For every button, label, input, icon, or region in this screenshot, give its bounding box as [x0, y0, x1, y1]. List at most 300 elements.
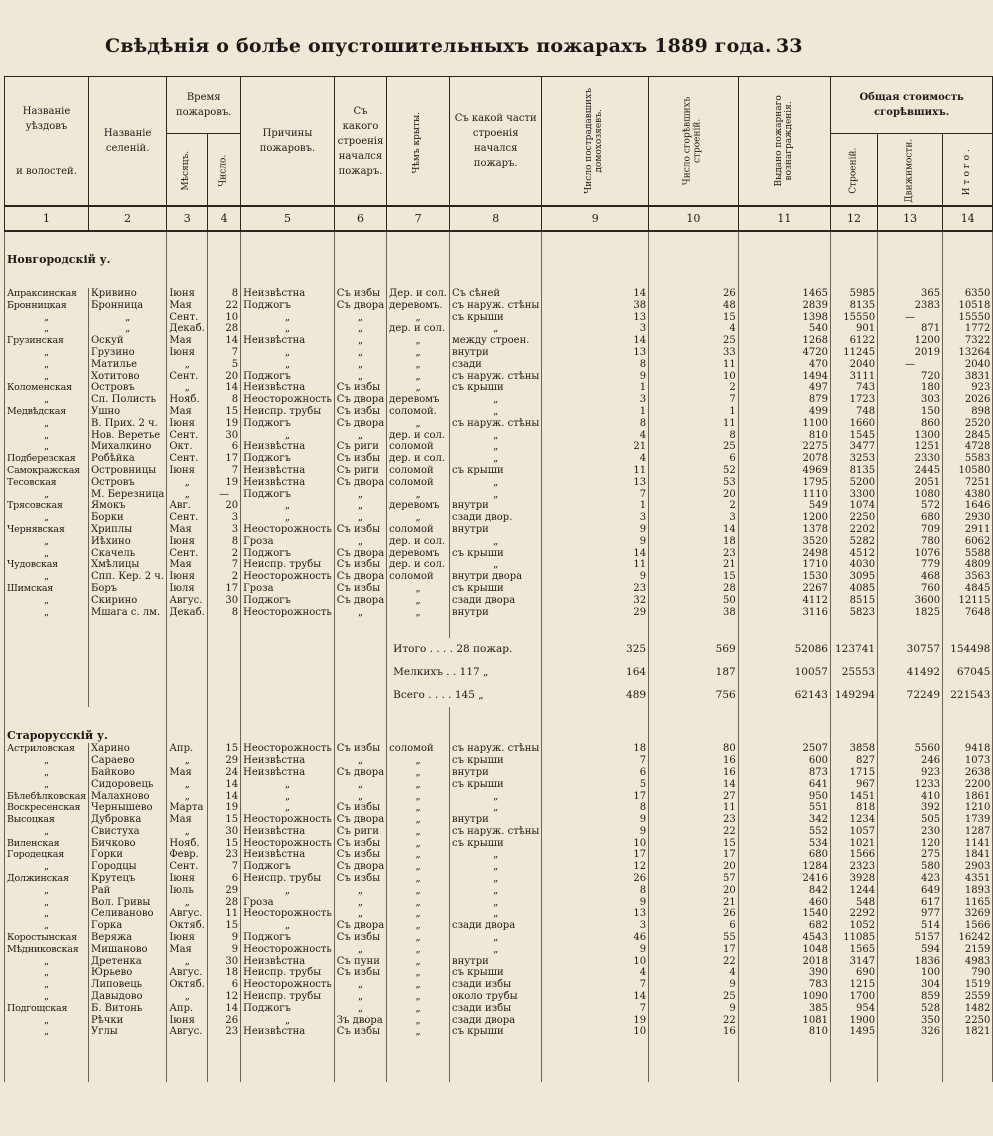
- header-households: Число пострадавшихъ домохозяевъ.: [542, 77, 649, 207]
- table-cell: 410: [878, 791, 943, 803]
- table-cell: 10: [542, 1026, 649, 1038]
- table-cell: Хриплы: [88, 524, 166, 536]
- table-cell: „: [449, 323, 541, 335]
- table-cell: 9: [542, 524, 649, 536]
- table-row: [5, 500, 993, 512]
- table-cell: соломой: [387, 571, 450, 583]
- table-cell: 3928: [830, 873, 877, 885]
- table-row: [5, 944, 993, 956]
- table-cell: Неосторожность: [241, 571, 335, 583]
- table-cell: „: [334, 779, 386, 791]
- table-cell: 2159: [943, 944, 993, 956]
- table-cell: 680: [738, 849, 830, 861]
- table-cell: Сп. Полисть: [88, 394, 166, 406]
- table-cell: 7: [208, 347, 241, 359]
- total-label: Мелкихъ . . 117 „: [387, 661, 542, 684]
- table-cell: 9: [208, 944, 241, 956]
- table-cell: 1565: [830, 944, 877, 956]
- table-cell: 3: [208, 524, 241, 536]
- table-cell: Крутецъ: [88, 873, 166, 885]
- header-uezd: Названіе уѣздовъ и волостей.: [5, 77, 89, 207]
- table-cell: 9: [542, 897, 649, 909]
- table-cell: внутри: [449, 500, 541, 512]
- header-compensation: Выдано пожарнаго вознагражденія.: [738, 77, 830, 207]
- table-cell: Неизвѣстна: [241, 826, 335, 838]
- table-cell: 2559: [943, 991, 993, 1003]
- table-cell: Бронницкая: [5, 300, 89, 312]
- table-cell: Самокражская: [5, 465, 89, 477]
- table-cell: Мѣдниковская: [5, 944, 89, 956]
- table-cell: Неосторожность: [241, 394, 335, 406]
- table-cell: деревомъ: [387, 548, 450, 560]
- table-cell: „: [5, 571, 89, 583]
- table-cell: Должинская: [5, 873, 89, 885]
- table-cell: внутри: [449, 767, 541, 779]
- table-cell: „: [449, 849, 541, 861]
- table-cell: „: [387, 779, 450, 791]
- table-cell: „: [387, 1015, 450, 1027]
- table-cell: 230: [878, 826, 943, 838]
- table-cell: Іюня: [167, 932, 208, 944]
- table-cell: 1495: [830, 1026, 877, 1038]
- table-cell: 8: [542, 885, 649, 897]
- table-cell: 1825: [878, 607, 943, 619]
- table-cell: между строен.: [449, 335, 541, 347]
- table-cell: Авгус.: [167, 908, 208, 920]
- table-cell: „: [387, 1003, 450, 1015]
- table-cell: 12: [542, 861, 649, 873]
- table-cell: 33: [649, 347, 739, 359]
- table-row: [5, 873, 993, 885]
- table-cell: 17: [649, 944, 739, 956]
- table-cell: „: [449, 430, 541, 442]
- table-row: [5, 791, 993, 803]
- table-cell: 1090: [738, 991, 830, 1003]
- table-cell: 29: [208, 755, 241, 767]
- table-cell: 14: [208, 335, 241, 347]
- table-cell: Скачель: [88, 548, 166, 560]
- table-cell: 901: [830, 323, 877, 335]
- table-cell: 1772: [943, 323, 993, 335]
- table-cell: 2250: [943, 1015, 993, 1027]
- table-cell: Б. Витонь: [88, 1003, 166, 1015]
- table-cell: 780: [878, 536, 943, 548]
- table-cell: 1100: [738, 418, 830, 430]
- table-cell: Боръ: [88, 583, 166, 595]
- table-cell: Съ избы: [334, 1026, 386, 1038]
- table-cell: Мая: [167, 559, 208, 571]
- table-cell: Іюня: [167, 288, 208, 300]
- table-cell: 5588: [943, 548, 993, 560]
- table-cell: 23: [649, 548, 739, 560]
- column-number: 13: [878, 206, 943, 231]
- table-cell: Неосторожность: [241, 814, 335, 826]
- table-cell: внутри: [449, 607, 541, 619]
- column-number: 10: [649, 206, 739, 231]
- table-cell: Тесовская: [5, 477, 89, 489]
- table-cell: Подгощская: [5, 1003, 89, 1015]
- table-cell: 1287: [943, 826, 993, 838]
- table-cell: 499: [738, 406, 830, 418]
- table-cell: „: [5, 755, 89, 767]
- table-cell: Съ избы: [334, 524, 386, 536]
- table-cell: „: [5, 1015, 89, 1027]
- table-cell: Поджогъ: [241, 300, 335, 312]
- table-cell: „: [387, 607, 450, 619]
- table-cell: съ наруж. стѣны: [449, 371, 541, 383]
- table-row: [5, 1003, 993, 1015]
- table-cell: „: [334, 312, 386, 324]
- total-value: 164: [542, 661, 649, 684]
- table-cell: „: [387, 791, 450, 803]
- table-cell: Поджогъ: [241, 861, 335, 873]
- table-cell: 1398: [738, 312, 830, 324]
- table-cell: 540: [738, 323, 830, 335]
- table-cell: „: [5, 347, 89, 359]
- table-cell: 6350: [943, 288, 993, 300]
- table-cell: 12115: [943, 595, 993, 607]
- table-cell: 21: [649, 897, 739, 909]
- total-row: [5, 661, 993, 684]
- table-cell: 3095: [830, 571, 877, 583]
- table-cell: 594: [878, 944, 943, 956]
- table-cell: „: [387, 967, 450, 979]
- table-cell: 3: [542, 512, 649, 524]
- table-cell: „: [241, 347, 335, 359]
- table-cell: Неизвѣстна: [241, 288, 335, 300]
- table-cell: 390: [738, 967, 830, 979]
- table-cell: „: [5, 607, 89, 619]
- table-cell: „: [449, 897, 541, 909]
- table-cell: Иѣхино: [88, 536, 166, 548]
- table-cell: 3600: [878, 595, 943, 607]
- table-cell: „: [449, 908, 541, 920]
- table-cell: 1482: [943, 1003, 993, 1015]
- table-cell: 10518: [943, 300, 993, 312]
- table-cell: Малахново: [88, 791, 166, 803]
- table-cell: 617: [878, 897, 943, 909]
- table-cell: внутри: [449, 956, 541, 968]
- table-cell: 1646: [943, 500, 993, 512]
- table-cell: Селиваново: [88, 908, 166, 920]
- table-cell: „: [5, 779, 89, 791]
- table-cell: Сент.: [167, 512, 208, 524]
- table-cell: 30: [208, 826, 241, 838]
- table-cell: 748: [830, 406, 877, 418]
- table-cell: 4030: [830, 559, 877, 571]
- total-value: 569: [649, 638, 739, 661]
- table-cell: 954: [830, 1003, 877, 1015]
- table-row: [5, 347, 993, 359]
- table-cell: Оскуй: [88, 335, 166, 347]
- table-cell: 4: [542, 967, 649, 979]
- table-cell: „: [167, 897, 208, 909]
- table-cell: „: [449, 802, 541, 814]
- table-cell: 23: [208, 1026, 241, 1038]
- fires-table: [4, 76, 993, 1082]
- table-cell: 4085: [830, 583, 877, 595]
- table-cell: Дретенка: [88, 956, 166, 968]
- table-cell: Неизвѣстна: [241, 956, 335, 968]
- table-cell: 3300: [830, 489, 877, 501]
- table-cell: Нояб.: [167, 394, 208, 406]
- table-cell: 11: [649, 802, 739, 814]
- table-cell: 1836: [878, 956, 943, 968]
- uezd-row: [5, 707, 993, 743]
- header-roof: Чѣмъ крыты.: [387, 77, 450, 207]
- table-cell: 3520: [738, 536, 830, 548]
- table-cell: 1660: [830, 418, 877, 430]
- table-cell: „: [167, 382, 208, 394]
- table-cell: 8: [649, 430, 739, 442]
- table-cell: 4112: [738, 595, 830, 607]
- table-cell: 3: [542, 920, 649, 932]
- table-row: [5, 885, 993, 897]
- table-cell: „: [449, 791, 541, 803]
- table-cell: 2040: [943, 359, 993, 371]
- table-cell: 7251: [943, 477, 993, 489]
- header-cost-movables: Движимости.: [878, 134, 943, 206]
- table-cell: „: [387, 979, 450, 991]
- table-cell: Чудовская: [5, 559, 89, 571]
- table-cell: 552: [738, 826, 830, 838]
- header-time: Время пожаровъ.: [167, 77, 241, 134]
- table-cell: Съ избы: [334, 406, 386, 418]
- table-cell: 14: [208, 791, 241, 803]
- table-cell: Іюня: [167, 418, 208, 430]
- table-cell: 5200: [830, 477, 877, 489]
- table-cell: Гроза: [241, 583, 335, 595]
- table-cell: Съ избы: [334, 453, 386, 465]
- table-cell: 52: [649, 465, 739, 477]
- total-value: 123741: [830, 638, 877, 661]
- table-cell: 2520: [943, 418, 993, 430]
- table-row: [5, 536, 993, 548]
- table-cell: Островницы: [88, 465, 166, 477]
- table-cell: „: [167, 956, 208, 968]
- table-cell: „: [387, 802, 450, 814]
- table-cell: 1251: [878, 441, 943, 453]
- table-row: [5, 371, 993, 383]
- table-cell: 9: [542, 571, 649, 583]
- table-cell: 6122: [830, 335, 877, 347]
- table-cell: 38: [649, 607, 739, 619]
- table-cell: соломой: [387, 477, 450, 489]
- table-cell: —: [208, 489, 241, 501]
- table-cell: 514: [878, 920, 943, 932]
- table-cell: „: [387, 849, 450, 861]
- table-cell: Мшага с. лм.: [88, 607, 166, 619]
- table-cell: Мая: [167, 335, 208, 347]
- column-number: 2: [88, 206, 166, 231]
- table-cell: 1530: [738, 571, 830, 583]
- table-cell: Съ избы: [334, 583, 386, 595]
- table-cell: „: [387, 335, 450, 347]
- table-cell: „: [334, 359, 386, 371]
- table-cell: Мая: [167, 944, 208, 956]
- table-cell: сзади двора: [449, 920, 541, 932]
- table-cell: „: [387, 1026, 450, 1038]
- table-cell: „: [5, 512, 89, 524]
- table-cell: 6: [542, 767, 649, 779]
- column-number: 3: [167, 206, 208, 231]
- table-cell: 1081: [738, 1015, 830, 1027]
- table-cell: 497: [738, 382, 830, 394]
- table-cell: Съ риги: [334, 441, 386, 453]
- table-cell: 827: [830, 755, 877, 767]
- table-cell: 8: [208, 394, 241, 406]
- table-cell: 783: [738, 979, 830, 991]
- table-cell: „: [241, 1015, 335, 1027]
- table-cell: Неизвѣстна: [241, 477, 335, 489]
- table-cell: 2638: [943, 767, 993, 779]
- table-cell: 16: [649, 1026, 739, 1038]
- table-cell: Матилье: [88, 359, 166, 371]
- table-cell: Окт.: [167, 441, 208, 453]
- table-cell: 21: [649, 559, 739, 571]
- table-cell: Чернявская: [5, 524, 89, 536]
- column-number: 4: [208, 206, 241, 231]
- table-row: [5, 743, 993, 755]
- total-value: 41492: [878, 661, 943, 684]
- table-cell: съ крыши: [449, 312, 541, 324]
- table-cell: 1300: [878, 430, 943, 442]
- table-cell: Борки: [88, 512, 166, 524]
- table-cell: 1545: [830, 430, 877, 442]
- table-cell: Сараево: [88, 755, 166, 767]
- table-cell: 810: [738, 430, 830, 442]
- header-cause: Причины пожаровъ.: [241, 77, 335, 207]
- table-cell: 7322: [943, 335, 993, 347]
- table-row: [5, 956, 993, 968]
- table-cell: 4983: [943, 956, 993, 968]
- table-cell: 4380: [943, 489, 993, 501]
- table-cell: „: [241, 779, 335, 791]
- table-cell: 4728: [943, 441, 993, 453]
- total-value: 187: [649, 661, 739, 684]
- table-cell: „: [387, 359, 450, 371]
- table-cell: 790: [943, 967, 993, 979]
- table-cell: „: [5, 595, 89, 607]
- table-cell: Городецкая: [5, 849, 89, 861]
- table-cell: 7: [542, 1003, 649, 1015]
- table-cell: „: [387, 991, 450, 1003]
- table-cell: 57: [649, 873, 739, 885]
- table-cell: „: [5, 441, 89, 453]
- table-cell: Съ сѣней: [449, 288, 541, 300]
- table-cell: 2040: [830, 359, 877, 371]
- table-cell: Неизвѣстна: [241, 335, 335, 347]
- table-cell: съ крыши: [449, 838, 541, 850]
- table-cell: 572: [878, 500, 943, 512]
- table-cell: около трубы: [449, 991, 541, 1003]
- table-cell: Бронница: [88, 300, 166, 312]
- table-cell: 27: [649, 791, 739, 803]
- table-cell: 11085: [830, 932, 877, 944]
- table-cell: 13: [542, 477, 649, 489]
- table-cell: „: [5, 979, 89, 991]
- table-cell: 7: [542, 755, 649, 767]
- table-cell: 342: [738, 814, 830, 826]
- table-cell: Іюня: [167, 347, 208, 359]
- table-cell: Гроза: [241, 536, 335, 548]
- table-cell: 11245: [830, 347, 877, 359]
- table-cell: 779: [878, 559, 943, 571]
- table-cell: Съ двора: [334, 300, 386, 312]
- table-cell: Съ двора: [334, 418, 386, 430]
- table-cell: съ наруж. стѣны: [449, 418, 541, 430]
- table-cell: Авг.: [167, 500, 208, 512]
- table-cell: Углы: [88, 1026, 166, 1038]
- table-cell: 1215: [830, 979, 877, 991]
- table-cell: 1165: [943, 897, 993, 909]
- table-cell: 10: [542, 838, 649, 850]
- table-row: [5, 838, 993, 850]
- table-cell: „: [167, 991, 208, 1003]
- table-cell: дер. и сол.: [387, 536, 450, 548]
- table-cell: 682: [738, 920, 830, 932]
- table-cell: Мая: [167, 406, 208, 418]
- table-cell: Мая: [167, 814, 208, 826]
- table-cell: Липовець: [88, 979, 166, 991]
- table-cell: Съ двора: [334, 394, 386, 406]
- table-cell: Астриловская: [5, 743, 89, 755]
- table-row: [5, 920, 993, 932]
- table-cell: 20: [649, 489, 739, 501]
- table-cell: Мая: [167, 767, 208, 779]
- table-cell: Мая: [167, 300, 208, 312]
- table-cell: 14: [208, 382, 241, 394]
- table-cell: 28: [208, 897, 241, 909]
- table-cell: 2445: [878, 465, 943, 477]
- table-cell: 1110: [738, 489, 830, 501]
- table-cell: 13264: [943, 347, 993, 359]
- table-cell: дер. и сол.: [387, 323, 450, 335]
- table-cell: „: [387, 944, 450, 956]
- table-row: [5, 1015, 993, 1027]
- table-cell: „: [387, 838, 450, 850]
- table-cell: 10: [649, 371, 739, 383]
- table-cell: 9: [542, 826, 649, 838]
- table-cell: Поджогъ: [241, 489, 335, 501]
- table-cell: „: [449, 932, 541, 944]
- table-cell: 80: [649, 743, 739, 755]
- table-cell: 392: [878, 802, 943, 814]
- table-cell: 22: [208, 300, 241, 312]
- table-cell: 10: [208, 312, 241, 324]
- table-row: [5, 323, 993, 335]
- table-cell: 2911: [943, 524, 993, 536]
- table-cell: 53: [649, 477, 739, 489]
- table-cell: 8: [208, 607, 241, 619]
- table-cell: 15550: [830, 312, 877, 324]
- table-cell: внутри: [449, 814, 541, 826]
- table-cell: „: [334, 944, 386, 956]
- table-cell: 1861: [943, 791, 993, 803]
- table-cell: „: [334, 607, 386, 619]
- table-cell: „: [5, 826, 89, 838]
- table-cell: Робѣйка: [88, 453, 166, 465]
- table-cell: соломой: [387, 524, 450, 536]
- table-cell: Авгус.: [167, 595, 208, 607]
- table-row: [5, 767, 993, 779]
- table-cell: „: [334, 791, 386, 803]
- table-cell: 14: [542, 991, 649, 1003]
- table-row: [5, 559, 993, 571]
- table-cell: 9: [542, 536, 649, 548]
- table-cell: „: [449, 477, 541, 489]
- table-cell: Грузино: [88, 347, 166, 359]
